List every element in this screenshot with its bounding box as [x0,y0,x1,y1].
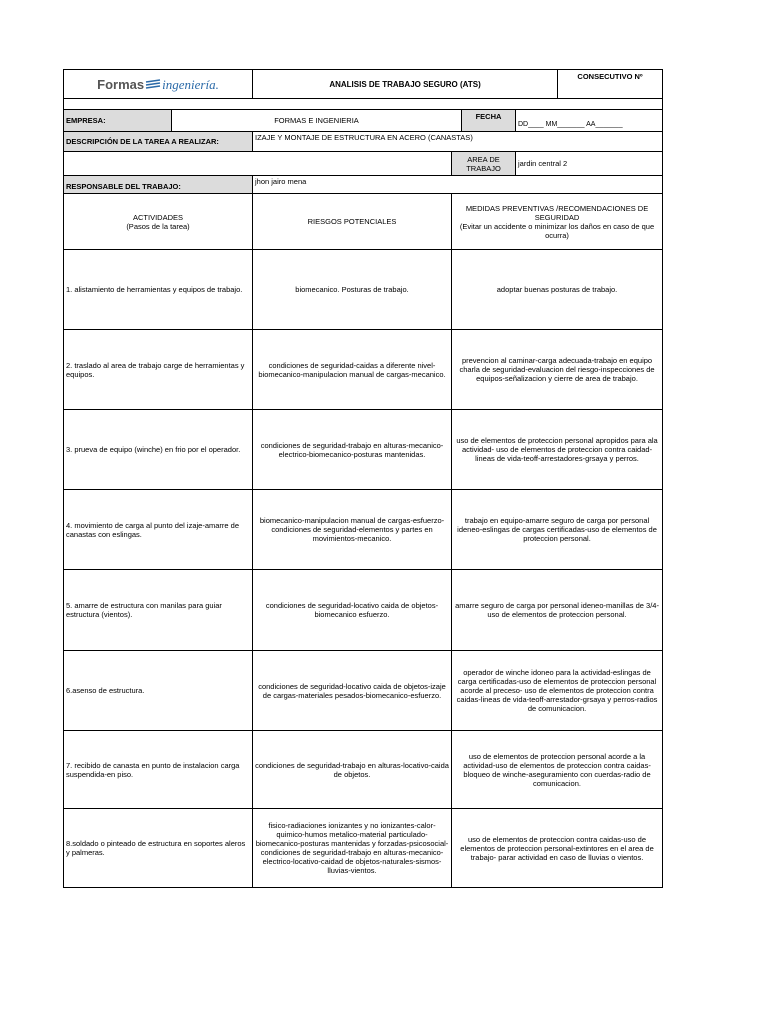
formas-logo: Formas ingeniería . [97,76,219,92]
descripcion-label: DESCRIPCIÓN DE LA TAREA A REALIZAR: [64,132,253,152]
actividad-cell[interactable]: 8.soldado o pinteado de estructura en soportes aleros y palmeras. [64,809,253,888]
riesgo-cell[interactable]: biomecanico. Posturas de trabajo. [253,250,452,330]
medida-cell[interactable]: prevencion al caminar-carga adecuada-trabajo en equipo charla de seguridad-evaluacion del riesgo-inspecciones de equipos-señalizacion y cierre de area de trabajo. [452,330,663,410]
table-row [64,731,663,809]
medida-cell[interactable]: uso de elementos de proteccion contra caidas-uso de elementos de proteccion personal-extintores en el area de trabajo- parar actividad en caso de lluvias o vientos. [452,809,663,888]
ats-form [63,69,662,888]
table-row [64,651,663,731]
empresa-value[interactable]: FORMAS E INGENIERIA [172,110,462,132]
actividad-cell[interactable]: 4. movimiento de carga al punto del izaje-amarre de canastas con eslingas. [64,490,253,570]
table-row [64,410,663,490]
actividad-cell[interactable]: 5. amarre de estructura con manilas para guiar estructura (vientos). [64,570,253,651]
actividad-cell[interactable]: 6.asenso de estructura. [64,651,253,731]
riesgo-cell[interactable]: condiciones de seguridad-caidas a diferente nivel-biomecanico-manipulacion manual de cargas-mecanico. [253,330,452,410]
medida-cell[interactable]: trabajo en equipo-amarre seguro de carga por personal ideneo-eslingas de cargas certificadas-uso de elementos de proteccion personal. [452,490,663,570]
medida-cell[interactable]: operador de winche idoneo para la actividad-eslingas de carga certificadas-uso de elementos de proteccion personal acorde al preceso- uso de elementos de proteccion contra caidas-lineas de vida-teoff-arrestador-grsaya y perros-radios de comunicacion. [452,651,663,731]
riesgo-cell[interactable]: condiciones de seguridad-trabajo en alturas-mecanico-electrico-biomecanico-posturas mantenidas. [253,410,452,490]
empresa-label: EMPRESA: [64,110,172,132]
descripcion-value[interactable]: IZAJE Y MONTAJE DE ESTRUCTURA EN ACERO (CANASTAS) [253,132,663,152]
actividad-cell[interactable]: 7. recibido de canasta en punto de instalacion carga suspendida-en piso. [64,731,253,809]
fecha-label: FECHA [462,110,516,132]
table-row [64,490,663,570]
riesgo-cell[interactable]: fisico-radiaciones ionizantes y no ionizantes-calor-quimico-humos metalico-material particulado-biomecanico-posturas mantenidas y forzadas-psicosocial-condiciones de seguridad-trabajo en alturas-mecanico-electrico-locativo-caidad de objetos-naturales-sismos-lluvias-vientos. [253,809,452,888]
responsable-value[interactable]: jhon jairo mena [253,176,663,194]
medida-cell[interactable]: amarre seguro de carga por personal ideneo-manillas de 3/4-uso de elementos de proteccion personal. [452,570,663,651]
area-label: AREA DE TRABAJO [452,152,516,176]
consecutivo-label: CONSECUTIVO Nº [558,70,663,99]
riesgo-cell[interactable]: condiciones de seguridad-trabajo en alturas-locativo-caida de objetos. [253,731,452,809]
table-row [64,570,663,651]
form-title: ANALISIS DE TRABAJO SEGURO (ATS) [253,70,558,99]
riesgo-cell[interactable]: condiciones de seguridad-locativo caida de objetos-biomecanico esfuerzo. [253,570,452,651]
area-value[interactable]: jardin central 2 [516,152,663,176]
riesgo-cell[interactable]: biomecanico-manipulacion manual de cargas-esfuerzo-condiciones de seguridad-elementos y partes en movimientos-mecanico. [253,490,452,570]
col-actividades-header: ACTIVIDADES (Pasos de la tarea) [64,194,253,250]
actividad-cell[interactable]: 3. prueva de equipo (winche) en frio por el operador. [64,410,253,490]
actividad-cell[interactable]: 1. alistamiento de herramientas y equipos de trabajo. [64,250,253,330]
responsable-label: RESPONSABLE DEL TRABAJO: [64,176,253,194]
blank-cell [64,152,452,176]
table-row [64,330,663,410]
ats-table [63,69,663,888]
medida-cell[interactable]: uso de elementos de proteccion personal acorde a la actividad-uso de elementos de proteccion contra caidas-bloqueo de winche-aseguramiento con cuerdas-radio de comunicacion. [452,731,663,809]
logo-cell [64,70,253,99]
col-riesgos-header: RIESGOS POTENCIALES [253,194,452,250]
spacer-row [64,99,663,110]
col-medidas-header: MEDIDAS PREVENTIVAS /RECOMENDACIONES DE SEGURIDAD (Evitar un accidente o minimizar los daños en caso de que ocurra) [452,194,663,250]
riesgo-cell[interactable]: condiciones de seguridad-locativo caida de objetos-izaje de cargas-materiales pesados-biomecanico-esfuerzo. [253,651,452,731]
table-row [64,809,663,888]
logo-lines-icon [145,79,161,89]
medida-cell[interactable]: adoptar buenas posturas de trabajo. [452,250,663,330]
actividad-cell[interactable]: 2. traslado al area de trabajo carge de herramientas y equipos. [64,330,253,410]
table-row [64,250,663,330]
fecha-value[interactable]: DD____ MM_______ AA_______ [516,110,663,132]
medida-cell[interactable]: uso de elementos de proteccion personal apropidos para ala actividad- uso de elementos de proteccion contra caidad-lineas de vida-teoff-arrestadores-grsaya y perros. [452,410,663,490]
